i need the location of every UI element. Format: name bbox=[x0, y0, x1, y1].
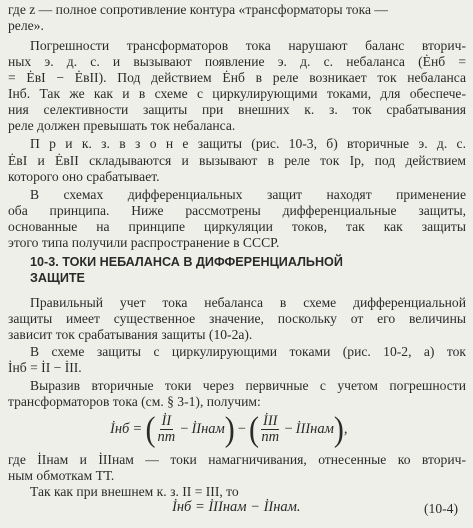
text-line: реле должен превышать ток небаланса. bbox=[8, 118, 236, 133]
text-line: защиты имеет существенное значение, поскольку от его величины bbox=[8, 311, 466, 326]
paren-open-icon: ( bbox=[145, 409, 156, 448]
fraction-denominator: nт bbox=[261, 429, 280, 445]
fraction-numerator: İII bbox=[262, 413, 278, 429]
paren-close-icon: ) bbox=[333, 409, 344, 448]
text-line: П р и к. з. в з о н е защиты (рис. 10-3, б) вторичные э. д. с. bbox=[30, 136, 466, 151]
text-line: В схеме защиты с циркулирующими токами (рис. 10-2, а) ток bbox=[30, 344, 466, 359]
formula-fraction bbox=[261, 414, 280, 445]
text-line: ных э. д. с. и вызывают появление э. д. с. небаланса (Ėнб = bbox=[8, 54, 466, 69]
text-line: Погрешности трансформаторов тока нарушают баланс вторич- bbox=[30, 38, 466, 53]
text-line: где İIнам и İIIнам — токи намагничивания, отнесенные ко вторич- bbox=[8, 452, 466, 467]
equation-number: (10-4) bbox=[424, 501, 458, 516]
formula-comma: , bbox=[343, 421, 348, 437]
text-line: = ĖвI − ĖвII). Под действием Ėнб в реле возникает ток небаланса bbox=[8, 70, 466, 85]
text-line: реле». bbox=[8, 18, 44, 33]
formula-eq: = bbox=[133, 421, 142, 437]
section-heading: ЗАЩИТЕ bbox=[30, 271, 85, 285]
fraction-numerator: İI bbox=[161, 413, 172, 429]
paren-close-icon: ) bbox=[224, 409, 235, 448]
text-line: оба принципа. Ниже рассмотрены дифференциальные защиты, bbox=[8, 203, 466, 218]
fraction-denominator: nт bbox=[157, 429, 176, 445]
minus-sign-icon: − bbox=[180, 421, 189, 437]
section-heading: 10-3. ТОКИ НЕБАЛАНСА В ДИФФЕРЕНЦИАЛЬНОЙ bbox=[30, 255, 343, 269]
text-line: ĖвI и ĖвII складываются и вызывают в реле ток Iр, под действием bbox=[8, 153, 466, 168]
text-line: трансформаторов тока (см. § 3-1), получим: bbox=[8, 394, 261, 409]
formula-10-4: İнб = İIIнам − İIнам. bbox=[172, 499, 301, 515]
text-line: İнб = İI − İII. bbox=[8, 360, 82, 375]
formula-fraction bbox=[158, 414, 176, 445]
text-line: В схемах дифференциальных защит находят применение bbox=[30, 187, 466, 202]
formula-unbalance-current bbox=[110, 409, 348, 448]
text-line: зависит ток срабатывания защиты (10-2а). bbox=[8, 327, 253, 342]
text-line: этого типа получили распространение в СССР. bbox=[8, 235, 280, 250]
text-line: Так как при внешнем к. з. II = III, то bbox=[30, 484, 239, 499]
text-line: ным обмоткам ТТ. bbox=[8, 468, 115, 483]
paren-open-icon: ( bbox=[248, 409, 259, 448]
text-line: Выразив вторичные токи через первичные с учетом погрешности bbox=[30, 378, 466, 393]
text-line: основанные на принципе циркуляции токов, так как защиты bbox=[8, 219, 466, 234]
text-line: которого оно срабатывает. bbox=[8, 169, 160, 184]
formula-lhs: İнб bbox=[110, 421, 130, 437]
text-line: где z — полное сопротивление контура «трансформаторы тока — bbox=[8, 2, 389, 17]
formula-term: İIнам bbox=[191, 421, 225, 437]
minus-sign-icon: − bbox=[284, 421, 293, 437]
text-line: ния селективности защиты при внешних к. з. ток срабатывания bbox=[8, 102, 466, 117]
formula-term: İIIнам bbox=[295, 421, 334, 437]
text-line: Iнб. Так же как и в схеме с циркулирующими токами, для обеспече- bbox=[8, 86, 466, 101]
text-line: Правильный учет тока небаланса в схеме дифференциальной bbox=[30, 295, 466, 310]
minus-sign-icon: − bbox=[237, 421, 246, 437]
